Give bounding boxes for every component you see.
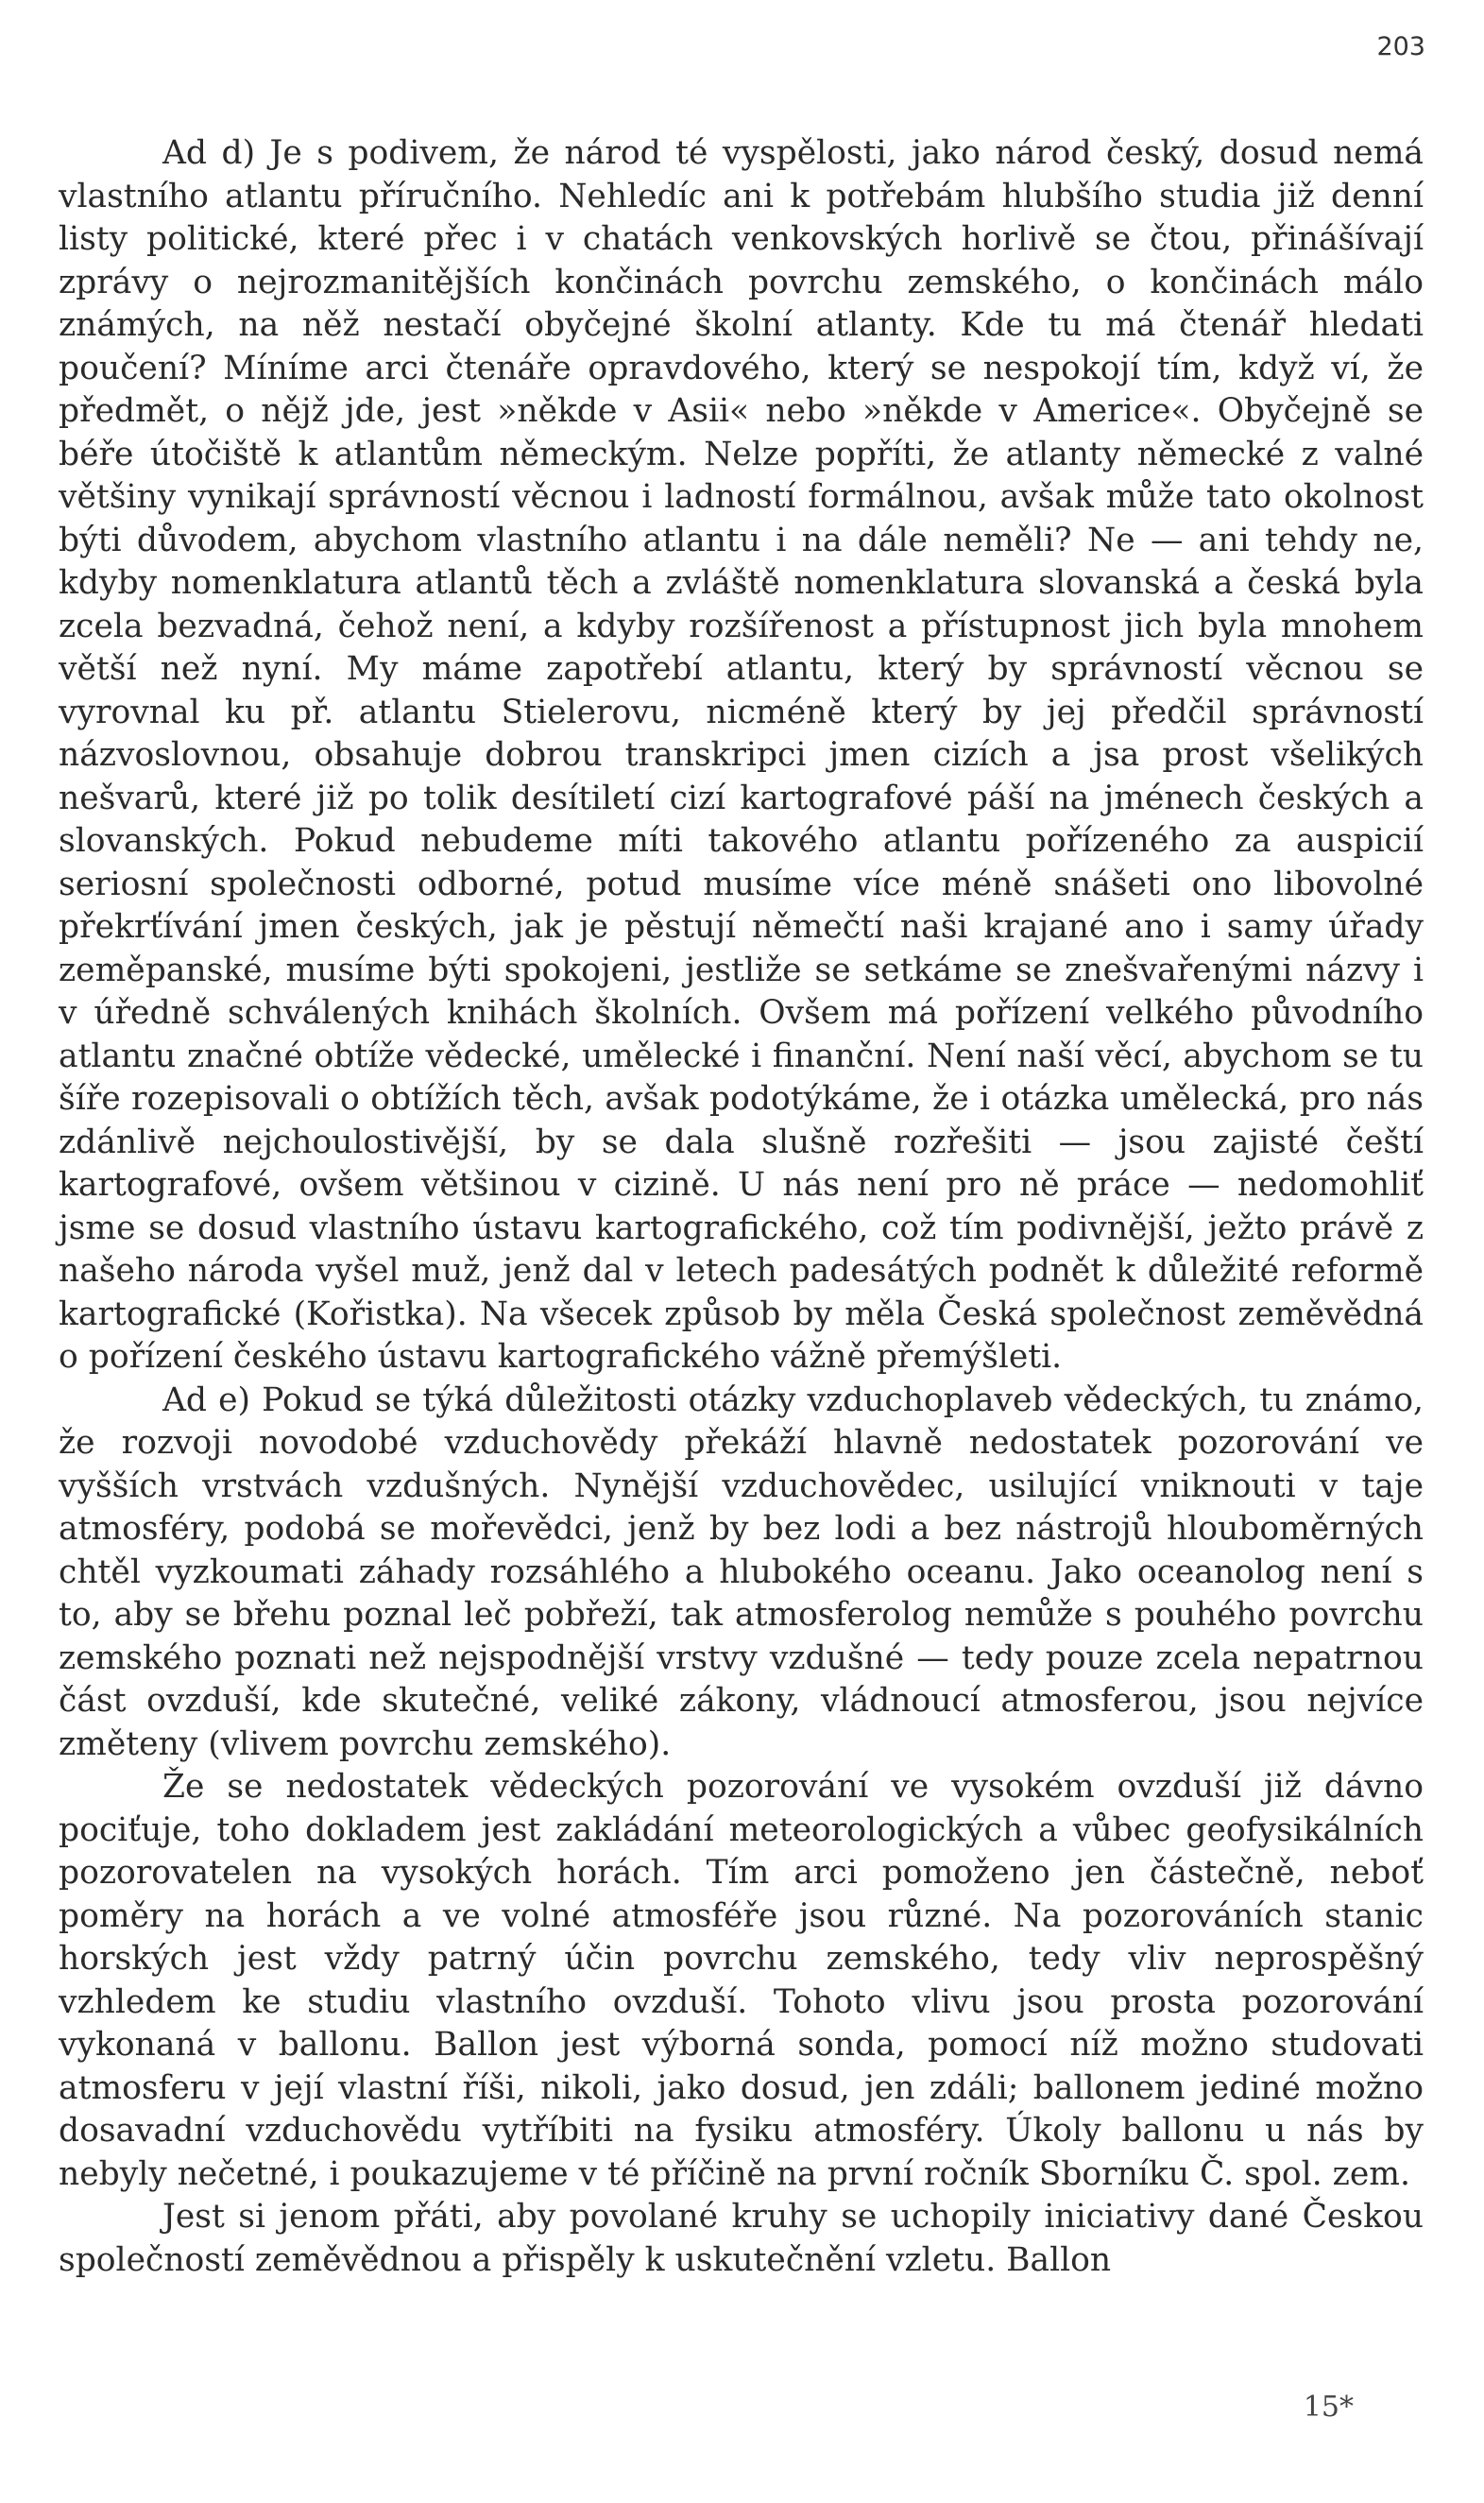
paragraph-ad-e: Ad e) Pokud se týká důležitosti otázky vzduchoplaveb vědeckých, tu známo, že rozvoji novodobé vzduchovědy překáží hlavně nedostatek pozorování ve vyšších vrstvách vzdušných. Nynější vzduchovědec, usilující vniknouti v taje atmosféry, podobá se mořevědci, jenž by bez lodi a bez nástrojů hlouboměrných chtěl vyzkoumati záhady rozsáhlého a hlubokého oceanu. Jako oceanolog není s to, aby se břehu poznal leč pobřeží, tak atmosferolog nemůže s pouhého povrchu zemského poznati než nejspodnější vrstvy vzdušné — tedy pouze zcela nepatrnou část ovzduší, kde skutečné, veliké zákony, vládnoucí atmosferou, jsou nejvíce změteny (vlivem povrchu zemského). (59, 1380, 1424, 1763)
article-body (59, 132, 1424, 2282)
paragraph-observations: Že se nedostatek vědeckých pozorování ve vysokém ovzduší již dávno pociťuje, toho dokladem jest zakládání meteorologických a vůbec geofysikálních pozorovatelen na vysokých horách. Tím arci pomoženo jen částečně, neboť poměry na horách a ve volné atmosféře jsou různé. Na pozorováních stanic horských jest vždy patrný účin povrchu zemského, tedy vliv neprospěšný vzhledem ke studiu vlastního ovzduší. Tohoto vlivu jsou prosta pozorování vykonaná v ballonu. Ballon jest výborná sonda, pomocí níž možno studovati atmosferu v její vlastní říši, nikoli, jako dosud, jen zdáli; ballonem jediné možno dosavadní vzduchovědu vytříbiti na fysiku atmosféry. Úkoly ballonu u nás by nebyly nečetné, i poukazujeme v té příčině na první ročník Sborníku Č. spol. zem. (59, 1768, 1424, 2193)
paragraph-ad-d: Ad d) Je s podivem, že národ té vyspělosti, jako národ český, dosud nemá vlastního atlantu příručního. Nehledíc ani k potřebám hlubšího studia již denní listy politické, které přec i v chatách venkovských horlivě se čtou, přinášívají zprávy o nejrozmanitějších končinách povrchu zemského, o končinách málo známých, na něž nestačí obyčejné školní atlanty. Kde tu má čtenář hledati poučení? Míníme arci čtenáře opravdového, který se nespokojí tím, když ví, že předmět, o nějž jde, jest »někde v Asii« nebo »někde v Americe«. Obyčejně se béře útočiště k atlantům německým. Nelze popříti, že atlanty německé z valné většiny vynikají správností věcnou i ladností formálnou, avšak může tato okolnost býti důvodem, abychom vlastního atlantu i na dále neměli? Ne — ani tehdy ne, kdyby nomenklatura atlantů těch a zvláště nomenklatura slovanská a česká byla zcela bezvadná, čehož není, a kdyby rozšířenost a přístupnost jich byla mnohem větší než nyní. My máme zapotřebí atlantu, který by správností věcnou se vyrovnal ku př. atlantu Stielerovu, nicméně který by jej předčil správností názvoslovnou, obsahuje dobrou transkripci jmen cizích a jsa prost všelikých nešvarů, které již po tolik desítiletí cizí kartografové páší na jménech českých a slovanských. Pokud nebudeme míti takového atlantu pořízeného za auspicií seriosní společnosti odborné, potud musíme více méně snášeti ono libovolné překrťívání jmen českých, jak je pěstují němečtí naši krajané ano i samy úřady zeměpanské, musíme býti spokojeni, jestliže se setkáme se znešvařenými názvy i v úředně schválených knihách školních. Ovšem má pořízení velkého původního atlantu značné obtíže vědecké, umělecké i finanční. Není naší věcí, abychom se tu šíře rozepisovali o obtížích těch, avšak podotýkáme, že i otázka umělecká, pro nás zdánlivě nejchoulostivější, by se dala slušně rozřešiti — jsou zajisté čeští kartografové, ovšem většinou v cizině. U nás není pro ně práce — nedomohliť jsme se dosud vlastního ústavu kartografického, což tím podivnější, ježto právě z našeho národa vyšel muž, jenž dal v letech padesátých podnět k důležité reformě kartografické (Kořistka). Na všecek způsob by měla Česká společnost zeměvědná o pořízení českého ústavu kartografického vážně přemýšleti. (59, 134, 1424, 1376)
paragraph-conclusion: Jest si jenom přáti, aby povolané kruhy se uchopily iniciativy dané Českou společností zeměvědnou a přispěly k uskutečnění vzletu. Ballon (59, 2198, 1424, 2279)
signature-mark: 15* (1303, 2391, 1354, 2424)
page-number: 203 (1376, 32, 1425, 61)
